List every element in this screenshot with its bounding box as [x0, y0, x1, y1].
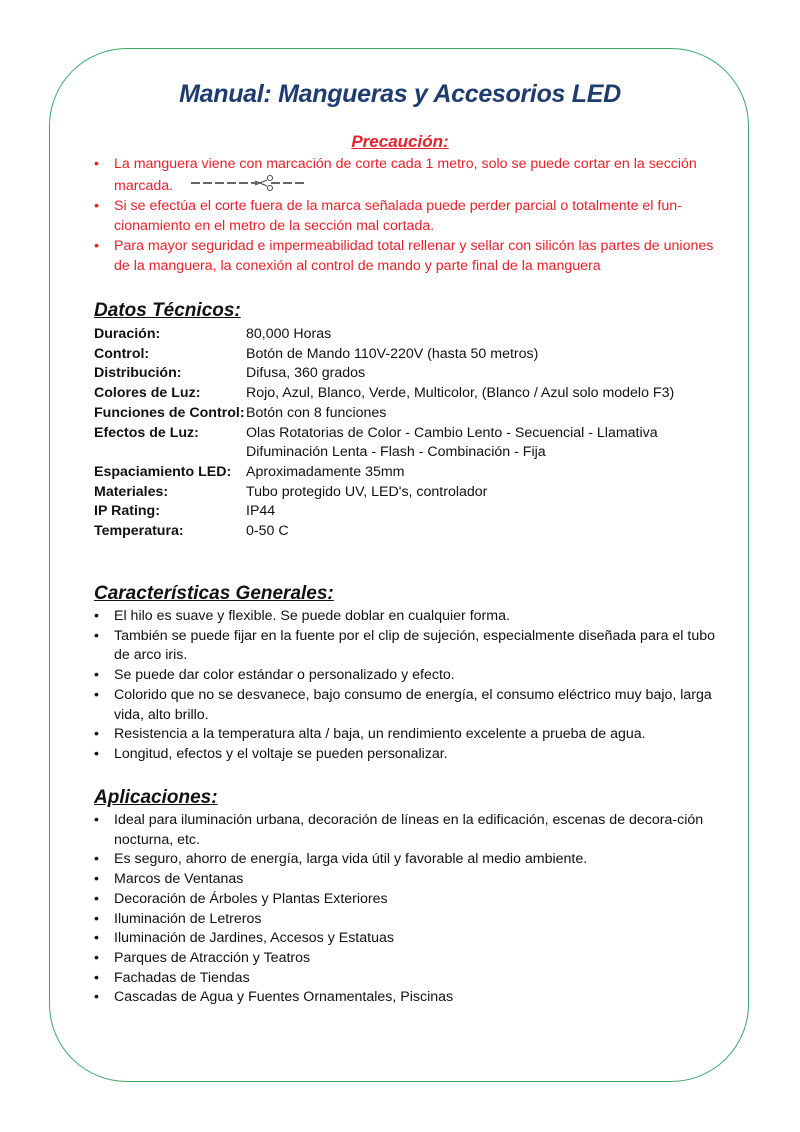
- list-item: • Para mayor seguridad e impermeabilidad total rellenar y sellar con silicón las partes de uniones de la manguera, la conexión al control de mando y parte final de la manguera: [94, 237, 714, 274]
- bullet-icon: •: [94, 910, 99, 927]
- list-item: • Cascadas de Agua y Fuentes Ornamentales, Piscinas: [94, 988, 719, 1008]
- bullet-icon: •: [94, 198, 99, 215]
- spec-row: Distribución: Difusa, 360 grados: [94, 365, 366, 382]
- list-item: • Iluminación de Jardines, Accesos y Estatuas: [94, 929, 719, 949]
- list-item: • Si se efectúa el corte fuera de la marca señalada puede perder parcial o totalmente el fun-cionamiento en el metro de la sección mal cortada.: [94, 198, 682, 235]
- spec-row: Funciones de Control: Botón con 8 funciones: [94, 404, 387, 421]
- list-item: • Fachadas de Tiendas: [94, 969, 719, 989]
- bullet-icon: •: [94, 608, 99, 624]
- spec-row: Duración: 80,000 Horas: [94, 326, 332, 342]
- bullet-icon: •: [94, 745, 99, 762]
- list-item: • El hilo es suave y flexible. Se puede doblar en cualquier forma.: [94, 607, 719, 627]
- list-item: • Es seguro, ahorro de energía, larga vida útil y favorable al medio ambiente.: [94, 850, 719, 870]
- list-item: • Longitud, efectos y el voltaje se pueden personalizar.: [94, 745, 719, 765]
- bullet-icon: •: [94, 812, 99, 828]
- bullet-icon: •: [94, 627, 99, 644]
- technical-specs-table: [94, 325, 714, 542]
- list-item: • Parques de Atracción y Teatros: [94, 949, 719, 969]
- spec-row: Difuminación Lenta - Flash - Combinación - Fija: [246, 444, 546, 461]
- bullet-icon: •: [94, 726, 99, 743]
- spec-row: Colores de Luz: Rojo, Azul, Blanco, Verde, Multicolor, (Blanco / Azul solo modelo F3): [94, 385, 675, 402]
- scissors-cut-line-icon: [191, 175, 311, 198]
- bullet-icon: •: [94, 851, 99, 868]
- features-list: [94, 607, 719, 765]
- spec-row: Temperatura: 0-50 C: [94, 523, 289, 540]
- spec-row: Efectos de Luz: Olas Rotatorias de Color - Cambio Lento - Secuencial - Llamativa: [94, 424, 658, 441]
- precaution-list: [94, 155, 719, 276]
- list-item: • Decoración de Árboles y Plantas Exteriores: [94, 890, 719, 910]
- technical-heading: Datos Técnicos:: [94, 300, 241, 321]
- list-item: • Colorido que no se desvanece, bajo consumo de energía, el consumo eléctrico muy bajo, larga vida, alto brillo.: [94, 686, 712, 723]
- list-item: • Resistencia a la temperatura alta / baja, un rendimiento excelente a prueba de agua.: [94, 725, 719, 745]
- bullet-icon: •: [94, 156, 99, 172]
- features-heading: Características Generales:: [94, 583, 334, 604]
- spec-row: Materiales: Tubo protegido UV, LED's, controlador: [94, 483, 488, 500]
- list-item: • También se puede fijar en la fuente por el clip de sujeción, especialmente diseñada para el tubo de arco iris.: [94, 627, 715, 664]
- bullet-icon: •: [94, 667, 99, 684]
- list-item: • Iluminación de Letreros: [94, 910, 719, 930]
- bullet-icon: •: [94, 969, 99, 986]
- list-item: • Marcos de Ventanas: [94, 870, 719, 890]
- spec-row: Espaciamiento LED: Aproximadamente 35mm: [94, 463, 405, 480]
- applications-heading: Aplicaciones:: [94, 787, 218, 808]
- list-item: • La manguera viene con marcación de corte cada 1 metro, solo se puede cortar en la sección marcada.: [94, 155, 719, 197]
- bullet-icon: •: [94, 686, 99, 703]
- bullet-icon: •: [94, 989, 99, 1006]
- spec-row: IP Rating: IP44: [94, 503, 276, 520]
- bullet-icon: •: [94, 949, 99, 966]
- bullet-icon: •: [94, 890, 99, 907]
- bullet-icon: •: [94, 237, 99, 254]
- spec-row: Control: Botón de Mando 110V-220V (hasta 50 metros): [94, 345, 539, 362]
- list-item: • Se puede dar color estándar o personalizado y efecto.: [94, 666, 719, 686]
- precaution-heading: Precaución:: [351, 132, 449, 151]
- document-title: Manual: Mangueras y Accesorios LED: [179, 80, 621, 108]
- list-item: • Ideal para iluminación urbana, decoración de líneas en la edificación, escenas de decora-ción nocturna, etc.: [94, 812, 704, 848]
- bullet-icon: •: [94, 930, 99, 947]
- applications-list: [94, 811, 719, 1008]
- bullet-icon: •: [94, 871, 99, 888]
